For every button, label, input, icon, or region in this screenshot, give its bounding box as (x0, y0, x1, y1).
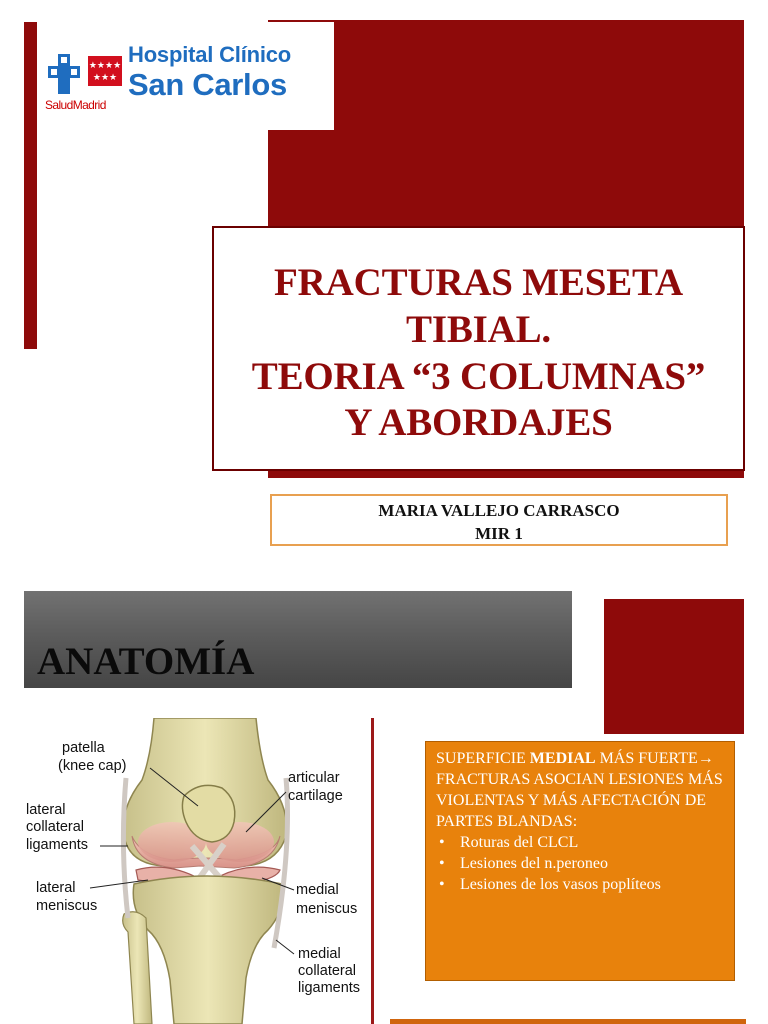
author-role: MIR 1 (475, 524, 523, 543)
label-lateral-meniscus-2: meniscus (36, 898, 98, 914)
section-heading: ANATOMÍA (37, 640, 255, 683)
next-slide-edge (390, 1019, 746, 1024)
title-line: Y ABORDAJES (344, 401, 613, 445)
info-bullet-list (436, 832, 734, 895)
info-paragraph (436, 748, 734, 832)
red-accent-square (604, 599, 744, 734)
list-item: • Lesiones del n.peroneo (436, 853, 734, 874)
logo-title-line1: Hospital Clínico (128, 42, 292, 67)
left-accent-bar (24, 22, 37, 349)
list-item: • Roturas del CLCL (436, 832, 734, 853)
label-lateral-collateral-2: collateral (26, 819, 85, 835)
hospital-logo (37, 22, 334, 130)
label-medial-collateral-1: medial (298, 946, 341, 962)
knee-illustration (24, 718, 371, 1024)
label-cartilage: cartilage (288, 788, 343, 804)
svg-text:★★★★: ★★★★ (88, 61, 122, 71)
svg-text:★★★: ★★★ (92, 73, 118, 83)
label-lateral-collateral-1: lateral (26, 802, 66, 818)
title-line: TEORIA “3 COLUMNAS” (251, 354, 706, 398)
label-lateral-meniscus-1: lateral (36, 880, 76, 896)
label-knee-cap: (knee cap) (58, 758, 127, 774)
title-line: TIBIAL. (406, 307, 551, 351)
list-item: • Lesiones de los vasos poplíteos (436, 874, 734, 895)
info-text-bold: MEDIAL (529, 750, 596, 767)
info-text-pre: SUPERFICIE (436, 750, 530, 767)
logo-title-line2: San Carlos (128, 67, 287, 102)
label-medial-collateral-2: collateral (298, 963, 357, 979)
author-box (270, 494, 728, 546)
logo-subtitle: SaludMadrid (45, 98, 106, 112)
label-medial-meniscus-2: meniscus (296, 901, 358, 917)
label-articular: articular (288, 770, 340, 786)
info-text-post: MÁS FUERTE→ FRACTURAS ASOCIAN LESIONES MÁS VIOLENTAS Y MÁS AFECTACIÓN DE PARTES BLANDAS: (436, 750, 723, 830)
title-box (212, 226, 745, 471)
salud-madrid-cross-and-flag-icon (46, 52, 126, 98)
tibia-bone (133, 876, 282, 1024)
label-medial-meniscus-1: medial (296, 882, 339, 898)
knee-anatomy-diagram (24, 718, 374, 1024)
label-patella: patella (62, 740, 105, 756)
label-medial-collateral-3: ligaments (298, 980, 361, 996)
label-lateral-collateral-3: ligaments (26, 837, 89, 853)
info-box (425, 741, 735, 981)
presentation-title (252, 260, 705, 447)
author-name: MARIA VALLEJO CARRASCO (378, 501, 620, 520)
title-line: FRACTURAS MESETA (274, 260, 683, 304)
